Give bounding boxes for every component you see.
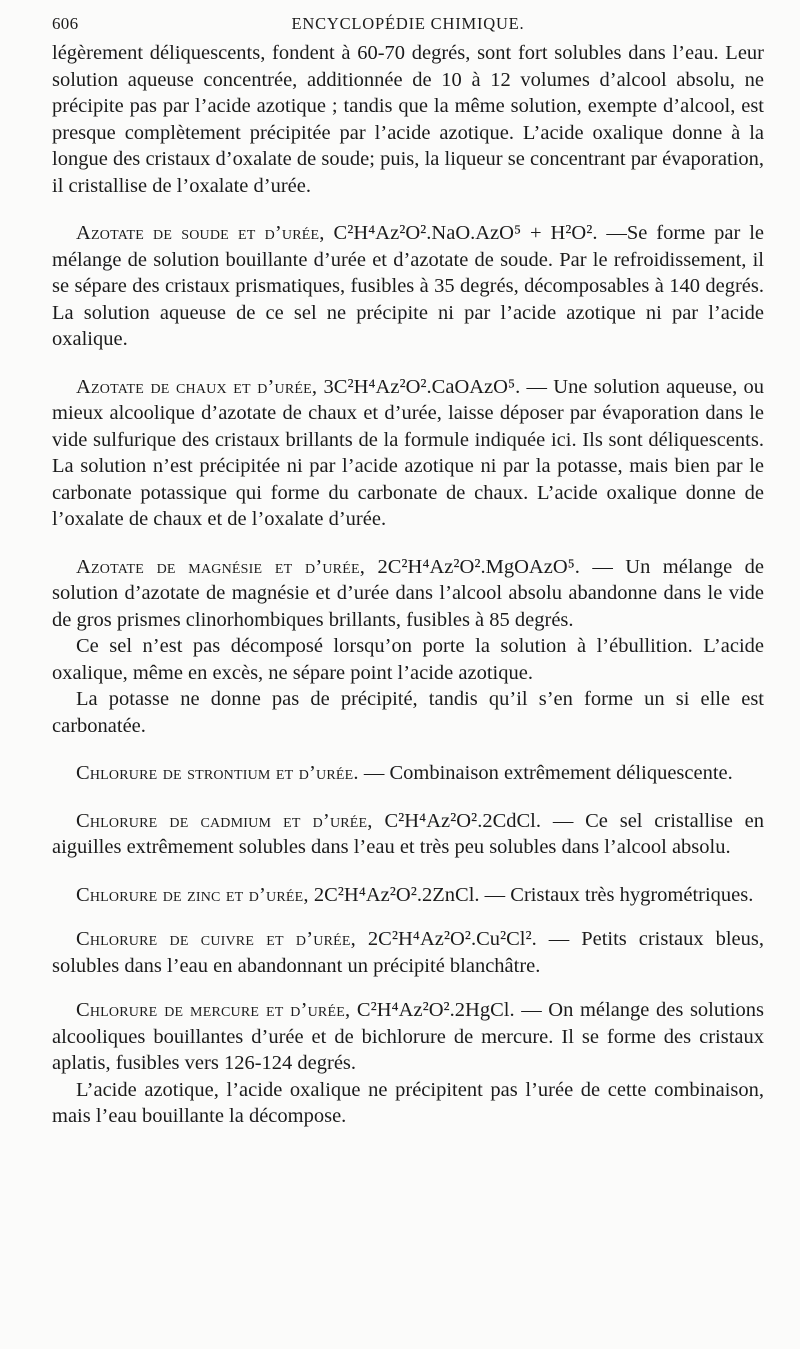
entry-zinc-chloride-urea xyxy=(52,882,764,909)
chemical-formula: 2C²H⁴Az²O².2ZnCl. xyxy=(313,883,480,906)
paragraph: Ce sel n’est pas décomposé lorsqu’on porte la solution à l’ébullition. L’acide oxalique, même en excès, ne sépare point l’acide azotique. xyxy=(52,635,764,684)
chemical-formula: 2C²H⁴Az²O².Cu²Cl². xyxy=(367,928,537,950)
entry-title: Chlorure de cuivre et d’urée, xyxy=(76,928,356,950)
entry-text: — On mélange des solutions alcooliques bouillantes d’urée et de bichlorure de mercure. Il se forme des cristaux aplatis, fusibles vers 126-124 degrés. xyxy=(52,999,764,1074)
chemical-formula: C²H⁴Az²O².2HgCl. xyxy=(356,999,515,1021)
entry-title: Azotate de chaux et d’urée, xyxy=(76,375,318,398)
entry-text: —Se forme par le mélange de solution bouillante d’urée et d’azotate de soude. Par le refroidissement, il se sépare des cristaux prismatiques, fusibles à 35 degrés, décomposables à 140 degrés. La solution aqueuse de ce sel ne précipite ni par l’acide azotique ni par l’acide oxalique. xyxy=(52,222,765,350)
entry-cadmium-chloride-urea xyxy=(52,808,764,861)
page-number: 606 xyxy=(52,14,79,33)
entry-title: Azotate de magnésie et d’urée, xyxy=(76,555,366,578)
entry-text: — Ce sel cristallise en aiguilles extrêmement solubles dans l’eau et très peu solubles dans l’alcool absolu. xyxy=(52,809,765,858)
paragraph: L’acide azotique, l’acide oxalique ne précipitent pas l’urée de cette combinaison, mais l’eau bouillante la décompose. xyxy=(52,1078,764,1127)
entry-title: Chlorure de mercure et d’urée, xyxy=(76,999,351,1021)
entry-calcium-nitrate-urea xyxy=(52,374,764,533)
entry-title: Chlorure de strontium et d’urée. xyxy=(76,762,359,784)
entry-magnesium-nitrate-urea xyxy=(52,554,764,634)
entry-sodium-nitrate-urea xyxy=(52,220,764,353)
entry-text: — Un mélange de solution d’azotate de magnésie et d’urée dans l’alcool absolu abandonne dans le vide de gros prismes clinorhombiques brillants, fusibles à 85 degrés. xyxy=(52,555,765,631)
continuation-paragraph: légèrement déliquescents, fondent à 60-70 degrés, sont fort solubles dans l’eau. Leur solution aqueuse concentrée, additionnée de 10 à 12 volumes d’alcool absolu, ne précipite pas par l’acide azotique ; tandis que la même solution, exempte d’alcool, est presque complètement précipitée par l’acide azotique. L’acide oxalique donne à la longue des cristaux d’oxalate de soude; puis, la liqueur se concentrant par évaporation, il cristallise de l’oxalate d’urée. xyxy=(52,42,764,197)
chemical-formula: C²H⁴Az²O².2CdCl. xyxy=(384,809,542,832)
entry-text: — Cristaux très hygrométriques. xyxy=(484,883,754,906)
running-title: ENCYCLOPÉDIE CHIMIQUE. xyxy=(291,14,525,33)
chemical-formula: 2C²H⁴Az²O².MgOAzO⁵. xyxy=(377,555,580,578)
running-header xyxy=(52,14,764,38)
entry-title: Chlorure de cadmium et d’urée, xyxy=(76,809,373,832)
chemical-formula: 3C²H⁴Az²O².CaOAzO⁵. xyxy=(323,375,521,398)
chemical-formula: C²H⁴Az²O².NaO.AzO⁵ + H²O². xyxy=(333,222,598,244)
entry-text: — Une solution aqueuse, ou mieux alcoolique d’azotate de chaux et d’urée, laisse déposer par évaporation dans le vide sulfurique des cristaux brillants de la formule indiquée ici. Ils sont déliquescents. La solution n’est précipitée ni par l’acide azotique ni par la potasse, mais bien par le carbonate potassique qui forme du carbonate de chaux. L’acide oxalique donne de l’oxalate de chaux et de l’oxalate d’urée. xyxy=(52,375,765,530)
entry-text: — Combinaison extrêmement déliquescente. xyxy=(363,762,733,784)
entry-title: Chlorure de zinc et d’urée, xyxy=(76,883,309,906)
entry-copper-chloride-urea xyxy=(52,926,764,979)
paragraph: La potasse ne donne pas de précipité, tandis qu’il s’en forme un si elle est carbonatée. xyxy=(52,688,764,737)
entry-mercury-chloride-urea xyxy=(52,997,764,1077)
page-body xyxy=(52,40,764,1130)
entry-title: Azotate de soude et d’urée, xyxy=(76,222,325,244)
entry-strontium-chloride-urea xyxy=(52,760,764,787)
entry-text: — Petits cristaux bleus, solubles dans l’eau en abandonnant un précipité blanchâtre. xyxy=(52,928,765,977)
